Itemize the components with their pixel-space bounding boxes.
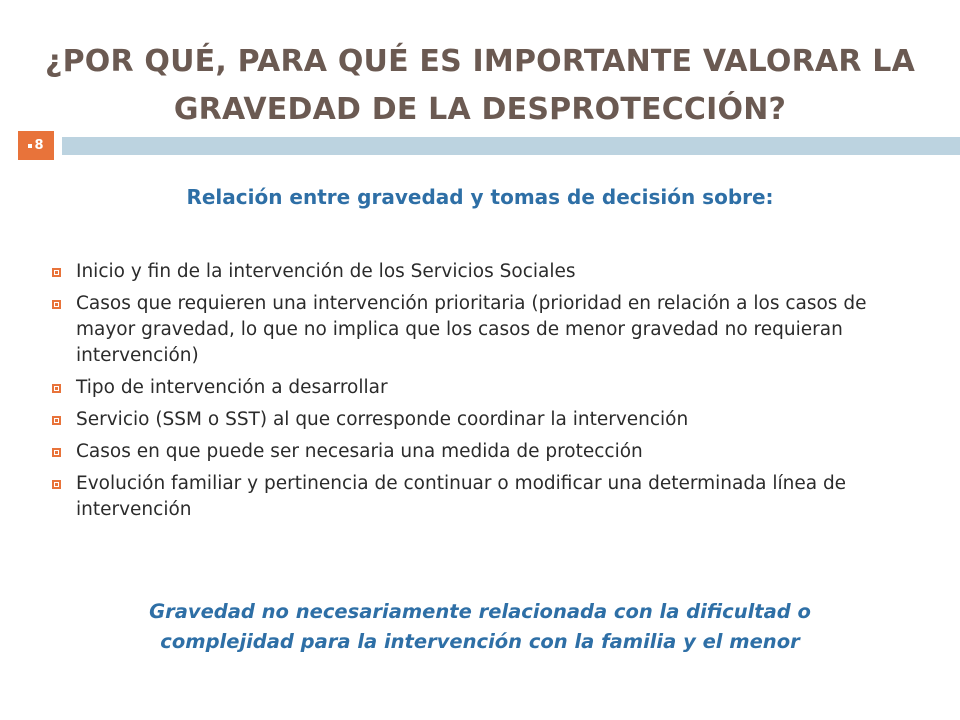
title-divider-bar xyxy=(62,137,960,155)
square-bullet-icon xyxy=(52,268,61,277)
square-bullet-icon xyxy=(52,448,61,457)
bullet-item xyxy=(52,471,924,523)
closing-line: complejidad para la intervención con la familia y el menor xyxy=(160,630,800,653)
bullet-item xyxy=(52,439,924,465)
slide-number-bullet-icon xyxy=(28,144,32,148)
bullet-text: Servicio (SSM o SST) al que corresponde coordinar la intervención xyxy=(76,409,689,430)
closing-statement xyxy=(40,597,920,657)
bullet-text: Evolución familiar y pertinencia de continuar o modificar una determinada línea de intervención xyxy=(76,473,847,520)
bullet-item xyxy=(52,259,924,285)
square-bullet-icon xyxy=(52,416,61,425)
square-bullet-icon xyxy=(52,480,61,489)
square-bullet-icon xyxy=(52,300,61,309)
bullet-text: Tipo de intervención a desarrollar xyxy=(76,377,388,398)
square-bullet-icon xyxy=(52,384,61,393)
bullet-text: Casos en que puede ser necesaria una medida de protección xyxy=(76,441,643,462)
bullet-text: Inicio y fin de la intervención de los Servicios Sociales xyxy=(76,261,576,282)
slide-subtitle: Relación entre gravedad y tomas de decisión sobre: xyxy=(186,185,774,209)
slide-title: ¿POR QUÉ, PARA QUÉ ES IMPORTANTE VALORAR LA GRAVEDAD DE LA DESPROTECCIÓN? xyxy=(44,44,916,127)
bullet-item xyxy=(52,291,924,369)
bullet-text: Casos que requieren una intervención prioritaria (prioridad en relación a los casos de mayor gravedad, lo que no implica que los casos de menor gravedad no requieran intervención) xyxy=(76,293,867,366)
slide-number-badge xyxy=(18,131,54,160)
closing-line: Gravedad no necesariamente relacionada con la dificultad o xyxy=(149,600,811,623)
bullet-item xyxy=(52,375,924,401)
bullet-item xyxy=(52,407,924,433)
bullet-list xyxy=(52,259,924,529)
slide-number: 8 xyxy=(34,138,44,153)
